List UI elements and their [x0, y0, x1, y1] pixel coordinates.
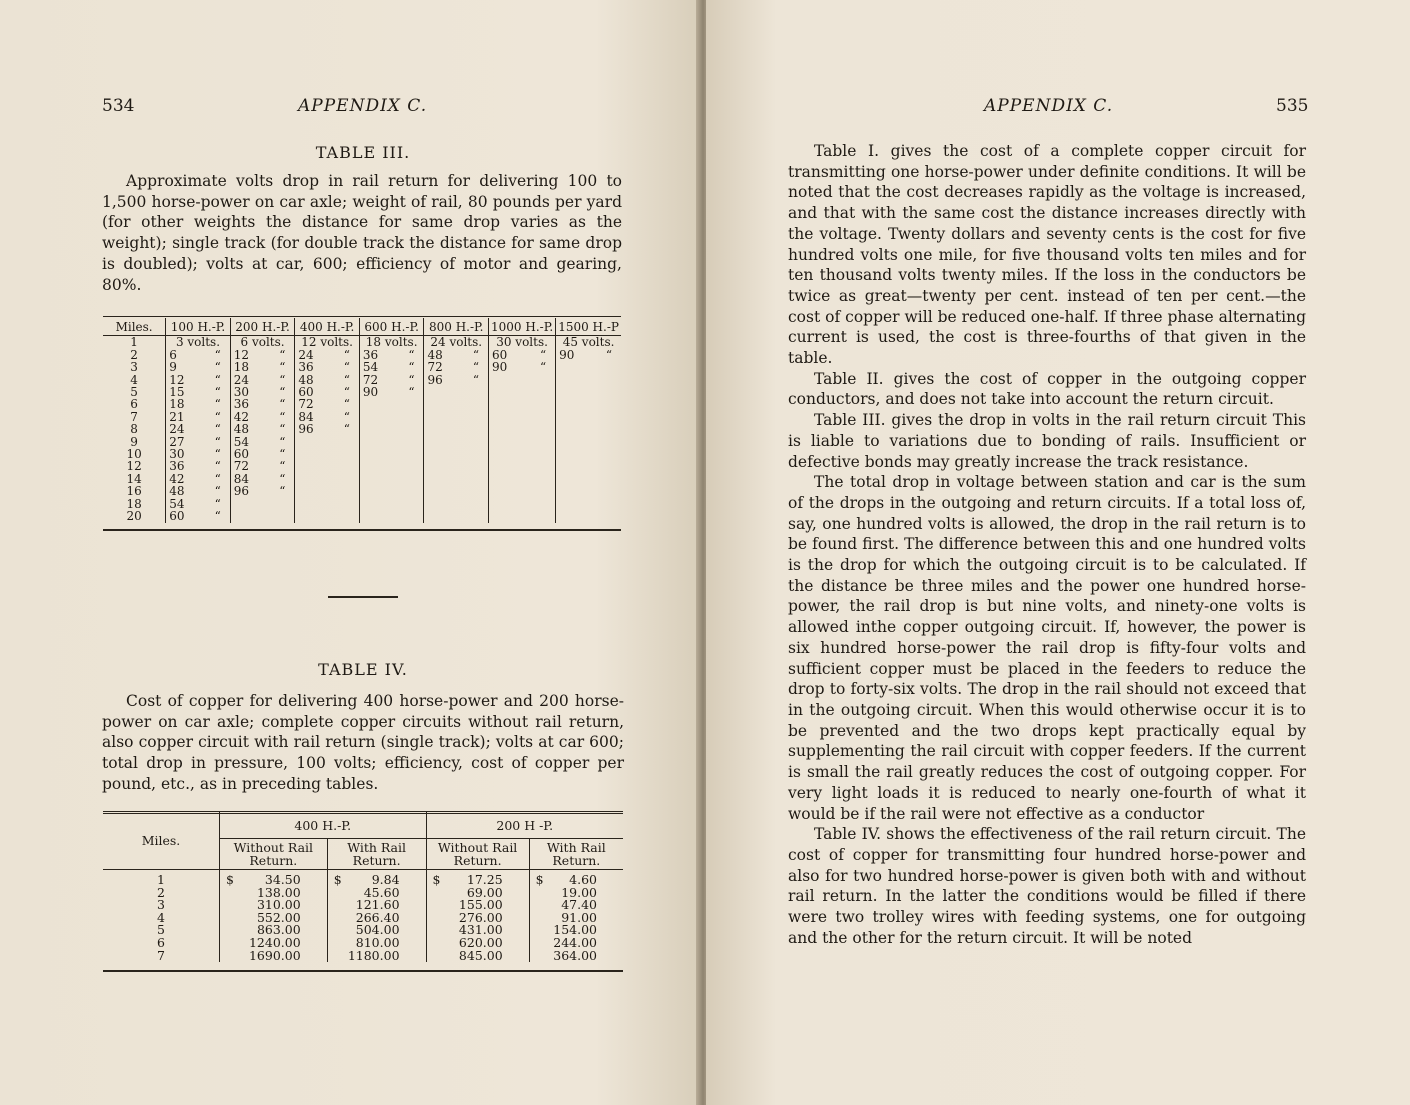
page-number-right: 535 [1276, 96, 1309, 116]
left-page [0, 0, 700, 1105]
table-3-ditto-mark: “ [279, 385, 286, 400]
table-3-value-number: 90 [492, 360, 508, 375]
table-4-title: TABLE IV. [318, 660, 408, 679]
table-3-ditto-mark: “ [214, 459, 221, 474]
table-3-miles-value: 12 [126, 459, 142, 474]
table-3-ditto-mark: “ [279, 360, 286, 375]
table-3-miles-value: 8 [130, 422, 138, 437]
table-3-value-number: 72 [362, 372, 379, 387]
table-3-ditto-mark: “ [214, 471, 221, 486]
table-3-unit-cell: 45 volts. [562, 335, 615, 350]
table-3-value-number: 15 [169, 385, 185, 400]
table-4-value-cell: 552.00 [220, 912, 328, 925]
paragraph: Table IV. shows the effectiveness of the rail return circuit. The cost of copper for transmitting four hundred horse-power and also for two hundred horse-power is given both with and without rail return. In the latter the conditions would be filled if there were two trolley wires with feeding systems, one for outgoing and the other for the return circuit. It will be noted [788, 825, 1306, 947]
table-4-miles-cell: 4 [157, 909, 165, 925]
table-3-value-number: 18 [169, 397, 185, 412]
table-3-value-number: 60 [233, 447, 250, 462]
table-3-column [230, 336, 295, 523]
table-3-value-number: 54 [362, 360, 379, 375]
table-3-value [363, 361, 421, 373]
table-3-value [169, 510, 227, 522]
table-3-column [489, 336, 556, 523]
table-3-column [166, 336, 231, 523]
table-4-value-cell: 69.00 [426, 887, 529, 900]
table-3-header-row [103, 318, 621, 336]
table-3-value-number: 90 [559, 347, 575, 362]
table-3-value [234, 460, 292, 472]
table-3-value [169, 361, 227, 373]
table-3-ditto-mark: “ [472, 360, 480, 375]
table-3-ditto-mark: “ [472, 347, 480, 362]
table-4-group-200: 200 H -P. [426, 812, 623, 839]
body-text [788, 141, 1306, 948]
table-3-value-number: 60 [492, 347, 508, 362]
currency-symbol: $ [333, 872, 342, 887]
table-3-value [169, 423, 227, 435]
table-4-value: 4.60 [569, 872, 597, 887]
table-3-value-number: 24 [298, 347, 314, 362]
table-4-value-cell: 310.00 [220, 899, 328, 912]
table-3-value [363, 386, 421, 398]
table-3-ditto-mark: “ [279, 484, 286, 499]
table-4-group-400: 400 H.-P. [220, 812, 427, 839]
table-3-value-number: 24 [169, 422, 185, 437]
table-3-column [295, 336, 360, 523]
table-3-ditto-mark: “ [214, 496, 221, 511]
table-4-value-cell: 1690.00 [220, 950, 328, 963]
table-3-value-number: 27 [169, 434, 185, 449]
table-3-value-number: 6 [169, 347, 177, 362]
table-4-value: 9.84 [371, 872, 400, 887]
table-3-value-number: 30 [169, 447, 185, 462]
page-number-left: 534 [102, 96, 135, 116]
table-3-column [556, 336, 621, 523]
table-4-value-cell: 45.60 [327, 887, 426, 900]
currency-symbol: $ [226, 872, 234, 887]
table-3-value [169, 398, 227, 410]
table-3-value [169, 485, 227, 497]
table-3-ditto-mark: “ [279, 447, 286, 462]
table-3-ditto-mark: “ [408, 360, 415, 375]
table-3-value-number: 18 [233, 360, 250, 375]
table-4-value-cell: 47.40 [529, 899, 623, 912]
table-4-value: 34.50 [264, 872, 301, 887]
table-3-miles-column [103, 336, 166, 523]
table-3-value-number: 90 [362, 385, 379, 400]
table-3-ditto-mark: “ [214, 484, 221, 499]
table-3-column [424, 336, 489, 523]
table-3-ditto-mark: “ [214, 409, 221, 424]
table-3-value [298, 423, 356, 435]
table-3-header-cell: 1500 H.-P [556, 318, 621, 336]
table-3-value [234, 485, 292, 497]
table-3-miles-value: 3 [130, 360, 138, 375]
table-3-ditto-mark: “ [214, 447, 221, 462]
table-3-ditto-mark: “ [408, 372, 415, 387]
running-head-left: APPENDIX C. [298, 96, 428, 116]
table-3-ditto-mark: “ [343, 360, 350, 375]
table-3-value-number: 36 [169, 459, 185, 474]
table-3-value [427, 361, 485, 373]
table-4-value-cell: 845.00 [426, 950, 529, 963]
table-3-value-number: 54 [233, 434, 250, 449]
table-3-value-number: 21 [169, 409, 185, 424]
table-3-ditto-mark: “ [279, 471, 286, 486]
table-3-ditto-mark: “ [214, 385, 221, 400]
table-4-sub-without-400: Without Rail Return. [220, 839, 328, 870]
table-3-miles-value: 14 [126, 471, 142, 486]
paragraph: Table I. gives the cost of a complete copper circuit for transmitting one horse-power under definite conditions. It will be noted that the cost decreases rapidly as the voltage is increased, and that with the same cost the distance increases directly with the voltage. Twenty dollars and seventy cents is the cost for five hundred volts one mile, for five thousand volts ten miles and for ten thousand volts twenty miles. If the loss in the conductors be twice as great—twenty per cent. instead of ten per cent.—the cost of copper will be reduced one-half. If three phase alternating current is used, the cost is three-fourths of that given in the table. [788, 142, 1306, 368]
table-3-value-number: 36 [233, 397, 250, 412]
table-3-value [492, 361, 552, 373]
table-3-value-number: 96 [427, 372, 443, 387]
table-3-value-number: 30 [233, 385, 250, 400]
table-3-ditto-mark: “ [279, 409, 286, 424]
table-3-title: TABLE III. [315, 143, 411, 162]
table-4-value-cell: 19.00 [529, 887, 623, 900]
table-3-header-cell: 400 H.-P. [295, 318, 360, 336]
table-3-ditto-mark: “ [343, 385, 350, 400]
table-3-unit-cell: 18 volts. [365, 335, 418, 350]
table-3-ditto-mark: “ [214, 347, 221, 362]
table-3-value-number: 60 [298, 385, 314, 400]
table-3-miles-value: 18 [126, 496, 142, 511]
table-3-miles-value: 16 [126, 484, 142, 499]
table-4-value-cell: 155.00 [426, 899, 529, 912]
table-3-miles-value: 5 [130, 385, 138, 400]
table-3-body [103, 336, 621, 523]
table-4-miles-header: Miles. [103, 812, 220, 870]
table-3-miles-value: 9 [130, 434, 138, 449]
table-3-miles-value: 6 [130, 397, 138, 412]
table-3-ditto-mark: “ [214, 422, 221, 437]
table-4-value-cell: 138.00 [220, 887, 328, 900]
table-3-header-cell: 200 H.-P. [230, 318, 295, 336]
table-4-value-cell: 364.00 [529, 950, 623, 963]
table-3-value [234, 423, 292, 435]
table-4-bottom-rule [103, 970, 623, 972]
table-3-caption: Approximate volts drop in rail return for delivering 100 to 1,500 horse-power on car axle; weight of rail, 80 pounds per yard (for other weights the distance for same drop varies as the weight); single track (for double track the distance for same drop is doubled); volts at car, 600; efficiency of motor and gearing, 80%. [102, 172, 622, 294]
table-3-value-number: 48 [169, 484, 185, 499]
table-3-header-cell: 600 H.-P. [359, 318, 424, 336]
table-4-value-cell: 154.00 [529, 924, 623, 937]
table-3-miles-value: 2 [130, 347, 138, 362]
table-3-value [298, 398, 356, 410]
table-4-value-cell: 620.00 [426, 937, 529, 950]
table-3-ditto-mark: “ [343, 372, 350, 387]
table-4-sub-with-200: With Rail Return. [529, 839, 623, 870]
table-3-value [427, 374, 485, 386]
table-3-unit-cell: 12 volts. [301, 335, 353, 350]
table-3-unit-cell: 30 volts. [496, 335, 548, 350]
table-4-body [103, 870, 623, 963]
table-3-ditto-mark: “ [279, 434, 286, 449]
table-4-value-cell: 1240.00 [220, 937, 328, 950]
table-3-value-number: 36 [362, 347, 379, 362]
table-3-ditto-mark: “ [279, 397, 286, 412]
table-3-value-number: 42 [169, 471, 185, 486]
table-4-miles-cell: 6 [157, 934, 165, 950]
table-4-value-cell: 276.00 [426, 912, 529, 925]
table-3-header-cell: 800 H.-P. [424, 318, 489, 336]
table-3-unit-cell: 6 volts. [240, 335, 285, 350]
table-3-value-number: 84 [233, 471, 250, 486]
currency-symbol: $ [535, 872, 544, 887]
table-4-miles-cell: 3 [157, 897, 165, 913]
table-3-value [169, 460, 227, 472]
paragraph: Table III. gives the drop in volts in the rail return circuit This is liable to variations due to bonding of rails. Insufficient or defective bonds may greatly increase the track resistance. [788, 411, 1306, 471]
table-3-unit-cell: 3 volts. [175, 335, 221, 350]
table-3-ditto-mark: “ [408, 347, 415, 362]
table-3-value-number: 48 [298, 372, 314, 387]
table-3-ditto-mark: “ [540, 347, 547, 362]
right-page [706, 0, 1410, 1105]
table-3-column [359, 336, 424, 523]
table-3-value [234, 398, 292, 410]
table-3-ditto-mark: “ [408, 385, 415, 400]
table-3-miles-value: 10 [126, 447, 142, 462]
table-3-ditto-mark: “ [343, 347, 350, 362]
table-3-ditto-mark: “ [279, 422, 286, 437]
table-3-miles-value: 1 [130, 335, 138, 350]
table-3-miles-value: 7 [130, 409, 138, 424]
table-3-miles-value: 20 [126, 509, 142, 524]
table-4-miles-cell: 7 [157, 947, 165, 963]
table-3-ditto-mark: “ [214, 372, 221, 387]
table-3-ditto-mark: “ [343, 397, 350, 412]
table-3-miles-value: 4 [130, 372, 138, 387]
table-3-value [234, 361, 292, 373]
table-3 [103, 318, 621, 523]
table-3-value-number: 84 [298, 409, 314, 424]
table-4-sub-without-200: Without Rail Return. [426, 839, 529, 870]
table-4-row [103, 950, 623, 963]
table-4-value-cell: 810.00 [327, 937, 426, 950]
table-4-caption: Cost of copper for delivering 400 horse-power and 200 horse-power on car axle; complete copper circuits without rail return, also copper circuit with rail return (single track); volts at car 600; total drop in pressure, 100 volts; efficiency, cost of copper per pound, etc., as in preceding tables. [102, 692, 624, 793]
table-3-header-cell: Miles. [103, 318, 166, 336]
table-3-value-number: 36 [298, 360, 314, 375]
table-3-ditto-mark: “ [214, 509, 221, 524]
table-3-ditto-mark: “ [279, 347, 286, 362]
table-4-value-cell: 266.40 [327, 912, 426, 925]
table-4-value-cell: 504.00 [327, 924, 426, 937]
currency-symbol: $ [432, 872, 441, 887]
paragraph: Table II. gives the cost of copper in the outgoing copper conductors, and does not take into account the return circuit. [788, 369, 1306, 409]
paragraph: The total drop in voltage between station and car is the sum of the drops in the outgoing and return circuits. If a total loss of, say, one hundred volts is allowed, the drop in the rail return is to be found first. The difference between this and one hundred volts is the drop for which the outgoing circuit is to be calculated. If the distance be three miles and the power one hundred horse-power, the rail drop is but nine volts, and ninety-one volts is allowed inthe copper outgoing circuit. If, however, the power is six hundred horse-power the rail drop is fifty-four volts and sufficient copper must be placed in the feeders to reduce the drop to forty-six volts. The drop in the rail should not exceed that in the outgoing circuit. When this would otherwise occur it is to be prevented and the two drops kept practically equal by supplementing the rail circuit with copper feeders. If the current is small the rail greatly reduces the cost of outgoing copper. For very light loads it is reduced to nearly one-fourth of what it would be if the rail were not effective as a conductor [788, 473, 1306, 823]
table-3-ditto-mark: “ [279, 372, 286, 387]
table-3-value-number: 12 [233, 347, 250, 362]
table-3-value-number: 48 [427, 347, 443, 362]
table-4-miles-cell: 2 [157, 884, 165, 900]
table-4-miles-cell: 1 [157, 872, 165, 887]
table-3-value-number: 54 [169, 496, 185, 511]
table-4-value-cell: 431.00 [426, 924, 529, 937]
table-3-value-number: 9 [169, 360, 177, 375]
table-3-value-number: 48 [233, 422, 250, 437]
table-3-ditto-mark: “ [214, 397, 221, 412]
table-3-ditto-mark: “ [214, 434, 221, 449]
table-4-value: 17.25 [466, 872, 503, 887]
table-3-ditto-mark: “ [540, 360, 547, 375]
table-3-ditto-mark: “ [343, 422, 350, 437]
table-3-bottom-rule [103, 529, 621, 531]
table-3-header-cell: 100 H.-P. [166, 318, 231, 336]
table-3-value-number: 60 [169, 509, 185, 524]
table-4-value-cell: 244.00 [529, 937, 623, 950]
table-4-sub-with-400: With Rail Return. [327, 839, 426, 870]
table-3-ditto-mark: “ [343, 409, 350, 424]
table-3-ditto-mark: “ [214, 360, 221, 375]
table-3-value-number: 42 [233, 409, 250, 424]
table-3-value-number: 96 [233, 484, 250, 499]
table-3-header-cell: 1000 H.-P. [489, 318, 556, 336]
table-4-value-cell: 121.60 [327, 899, 426, 912]
table-3-value-number: 96 [298, 422, 314, 437]
table-3-value-number: 24 [233, 372, 250, 387]
table-3-ditto-mark: “ [279, 459, 286, 474]
table-3-ditto-mark: “ [605, 347, 612, 362]
table-3-unit-cell: 24 volts. [430, 335, 483, 350]
table-3-value [559, 349, 618, 361]
section-divider [328, 596, 398, 598]
table-3-value-number: 72 [298, 397, 314, 412]
table-3-top-rule [103, 316, 621, 317]
table-4-value-cell: 1180.00 [327, 950, 426, 963]
table-4-value-cell: 863.00 [220, 924, 328, 937]
table-3-value [298, 361, 356, 373]
table-4-value-cell: 91.00 [529, 912, 623, 925]
running-head-right: APPENDIX C. [984, 96, 1114, 116]
table-4 [103, 812, 623, 962]
table-3-value-number: 72 [233, 459, 250, 474]
table-4-row [103, 870, 623, 887]
table-4-miles-cell: 5 [157, 922, 165, 938]
table-3-value-number: 12 [169, 372, 185, 387]
table-3-value-number: 72 [427, 360, 443, 375]
table-3-ditto-mark: “ [472, 372, 480, 387]
